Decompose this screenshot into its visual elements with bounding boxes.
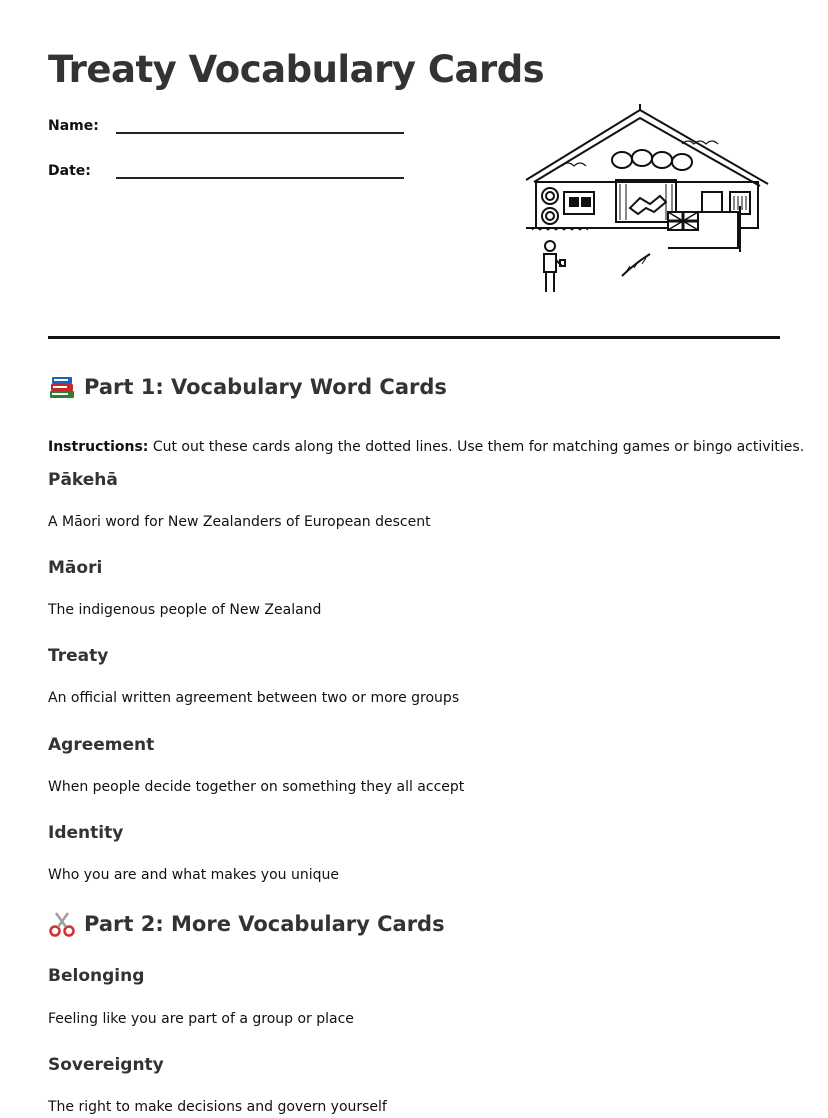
vocab-term: Pākehā (48, 470, 118, 490)
vocab-term: Agreement (48, 735, 155, 755)
instructions-text: Cut out these cards along the dotted lines. Use them for matching games or bingo activities. (148, 439, 805, 455)
date-label: Date: (48, 163, 91, 179)
vocab-definition: An official written agreement between two or more groups (48, 690, 460, 706)
vocab-definition: The right to make decisions and govern yourself (48, 1099, 387, 1115)
section-divider (48, 336, 780, 339)
name-label: Name: (48, 118, 99, 134)
date-line[interactable] (116, 163, 404, 179)
vocab-definition: Feeling like you are part of a group or place (48, 1011, 354, 1027)
vocab-term: Treaty (48, 646, 109, 666)
instructions-label: Instructions: (48, 439, 149, 455)
name-line[interactable] (116, 118, 404, 134)
part1-heading-text: Part 1: Vocabulary Word Cards (84, 375, 447, 399)
part1-heading (48, 374, 447, 400)
date-field[interactable] (48, 163, 404, 179)
vocab-definition: When people decide together on something they all accept (48, 779, 465, 795)
vocab-term: Identity (48, 823, 124, 843)
instructions (48, 439, 804, 455)
vocab-term: Sovereignty (48, 1055, 164, 1075)
name-field[interactable] (48, 118, 404, 134)
vocab-definition: A Māori word for New Zealanders of European descent (48, 514, 431, 530)
scissors-icon (48, 911, 76, 937)
page-title: Treaty Vocabulary Cards (48, 48, 545, 91)
meeting-house-illustration (522, 104, 772, 300)
vocab-term: Belonging (48, 966, 145, 986)
vocab-definition: Who you are and what makes you unique (48, 867, 339, 883)
vocab-definition: The indigenous people of New Zealand (48, 602, 322, 618)
vocab-term: Māori (48, 558, 103, 578)
part2-heading-text: Part 2: More Vocabulary Cards (84, 912, 445, 936)
part2-heading (48, 911, 445, 937)
books-icon (48, 374, 76, 400)
